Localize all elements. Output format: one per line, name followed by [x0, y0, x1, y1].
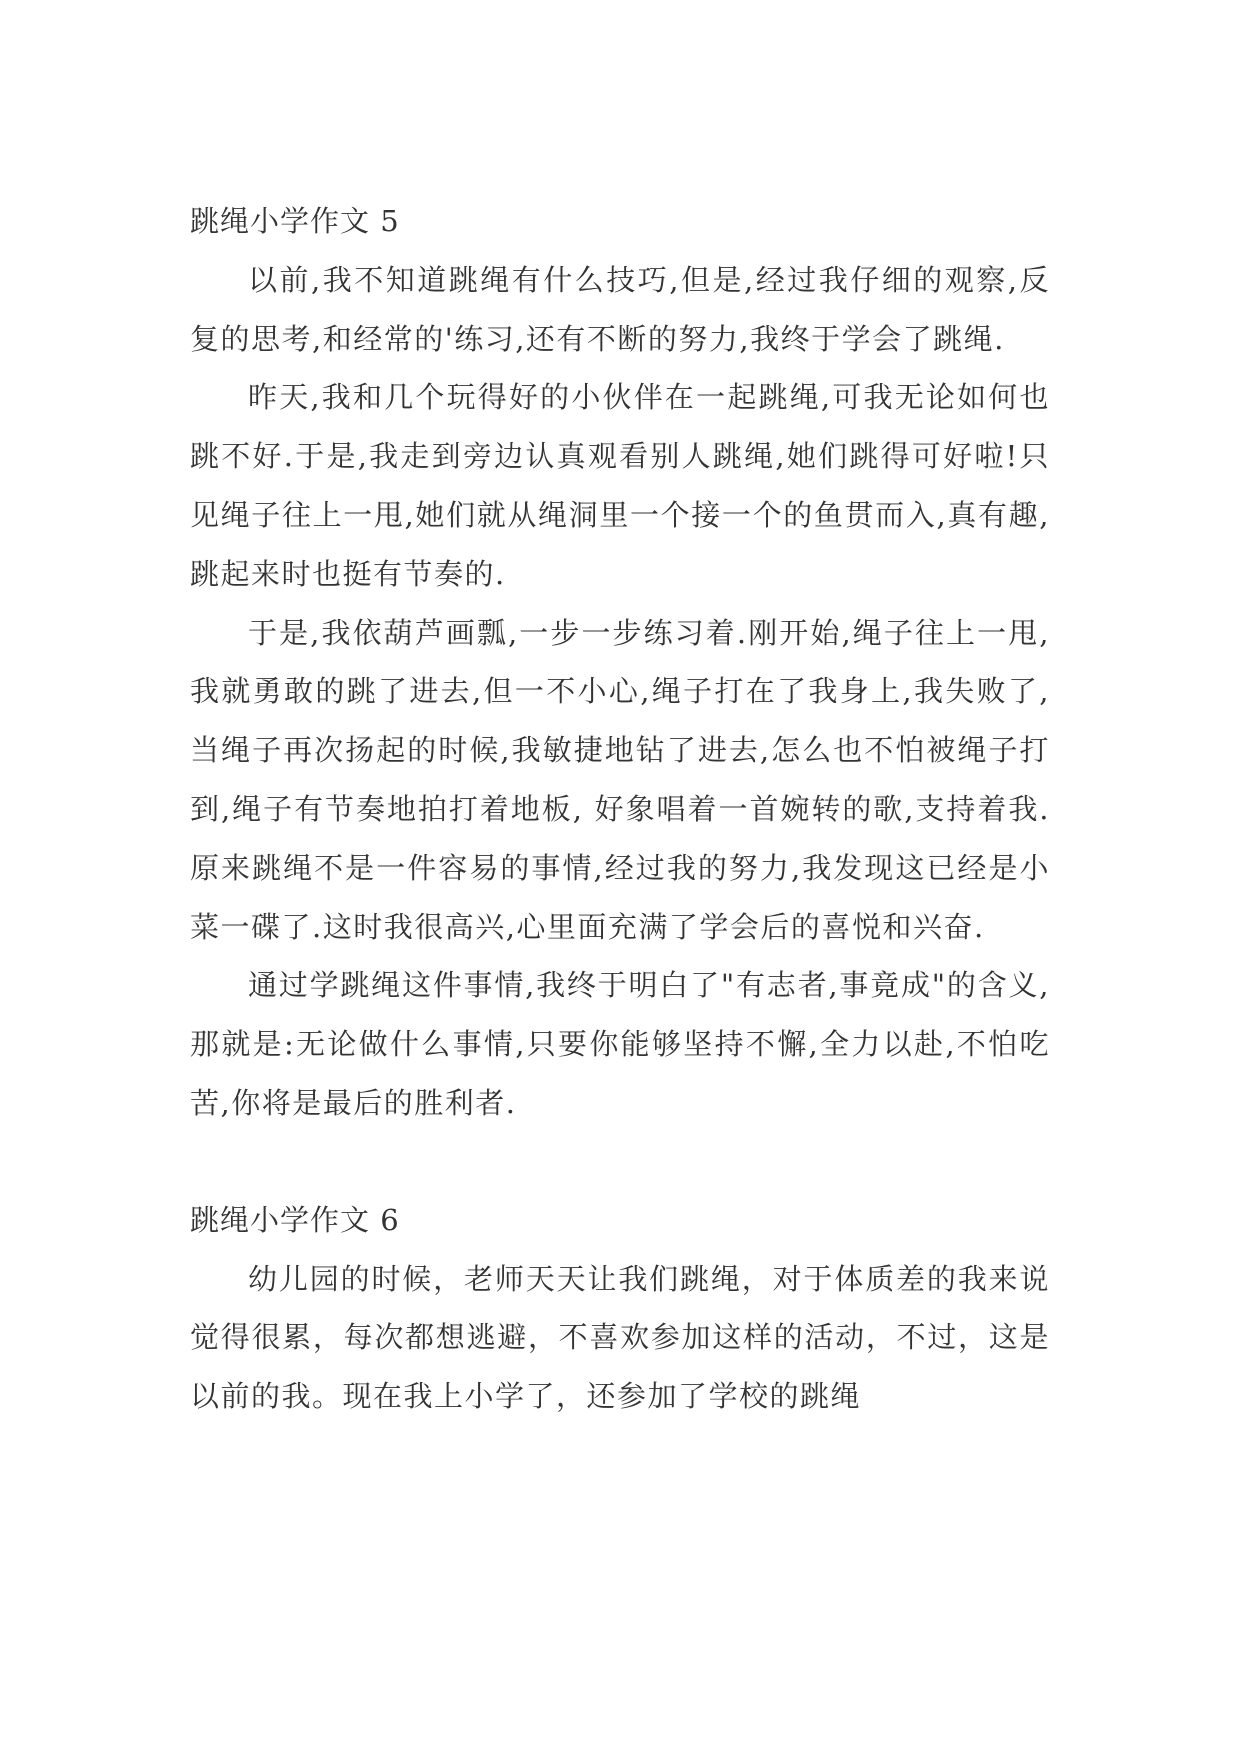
- paragraph: 昨天,我和几个玩得好的小伙伴在一起跳绳,可我无论如何也跳不好.于是,我走到旁边认真观看别人跳绳,她们跳得可好啦!只见绳子往上一甩,她们就从绳洞里一个接一个的鱼贯而入,真有趣,跳起来时也挺有节奏的.: [190, 380, 1050, 591]
- section-spacer: [190, 1133, 1050, 1191]
- section-title-5: 跳绳小学作文 5: [190, 204, 400, 238]
- essay-content: [190, 192, 1050, 1426]
- paragraph: 于是,我依葫芦画瓢,一步一步练习着.刚开始,绳子往上一甩,我就勇敢的跳了进去,但一不小心,绳子打在了我身上,我失败了,当绳子再次扬起的时候,我敏捷地钻了进去,怎么也不怕被绳子打到,绳子有节奏地拍打着地板, 好象唱着一首婉转的歌,支持着我.原来跳绳不是一件容易的事情,经过我的努力,我发现这已经是小菜一碟了.这时我很高兴,心里面充满了学会后的喜悦和兴奋.: [190, 615, 1050, 944]
- paragraph: 以前,我不知道跳绳有什么技巧,但是,经过我仔细的观察,反复的思考,和经常的'练习,还有不断的努力,我终于学会了跳绳.: [190, 262, 1050, 356]
- paragraph: 幼儿园的时候，老师天天让我们跳绳，对于体质差的我来说觉得很累，每次都想逃避，不喜欢参加这样的活动，不过，这是以前的我。现在我上小学了，还参加了学校的跳绳: [190, 1261, 1050, 1414]
- section-title-6: 跳绳小学作文 6: [190, 1202, 400, 1237]
- paragraph: 通过学跳绳这件事情,我终于明白了"有志者,事竟成"的含义,那就是:无论做什么事情,只要你能够坚持不懈,全力以赴,不怕吃苦,你将是最后的胜利者.: [190, 968, 1050, 1120]
